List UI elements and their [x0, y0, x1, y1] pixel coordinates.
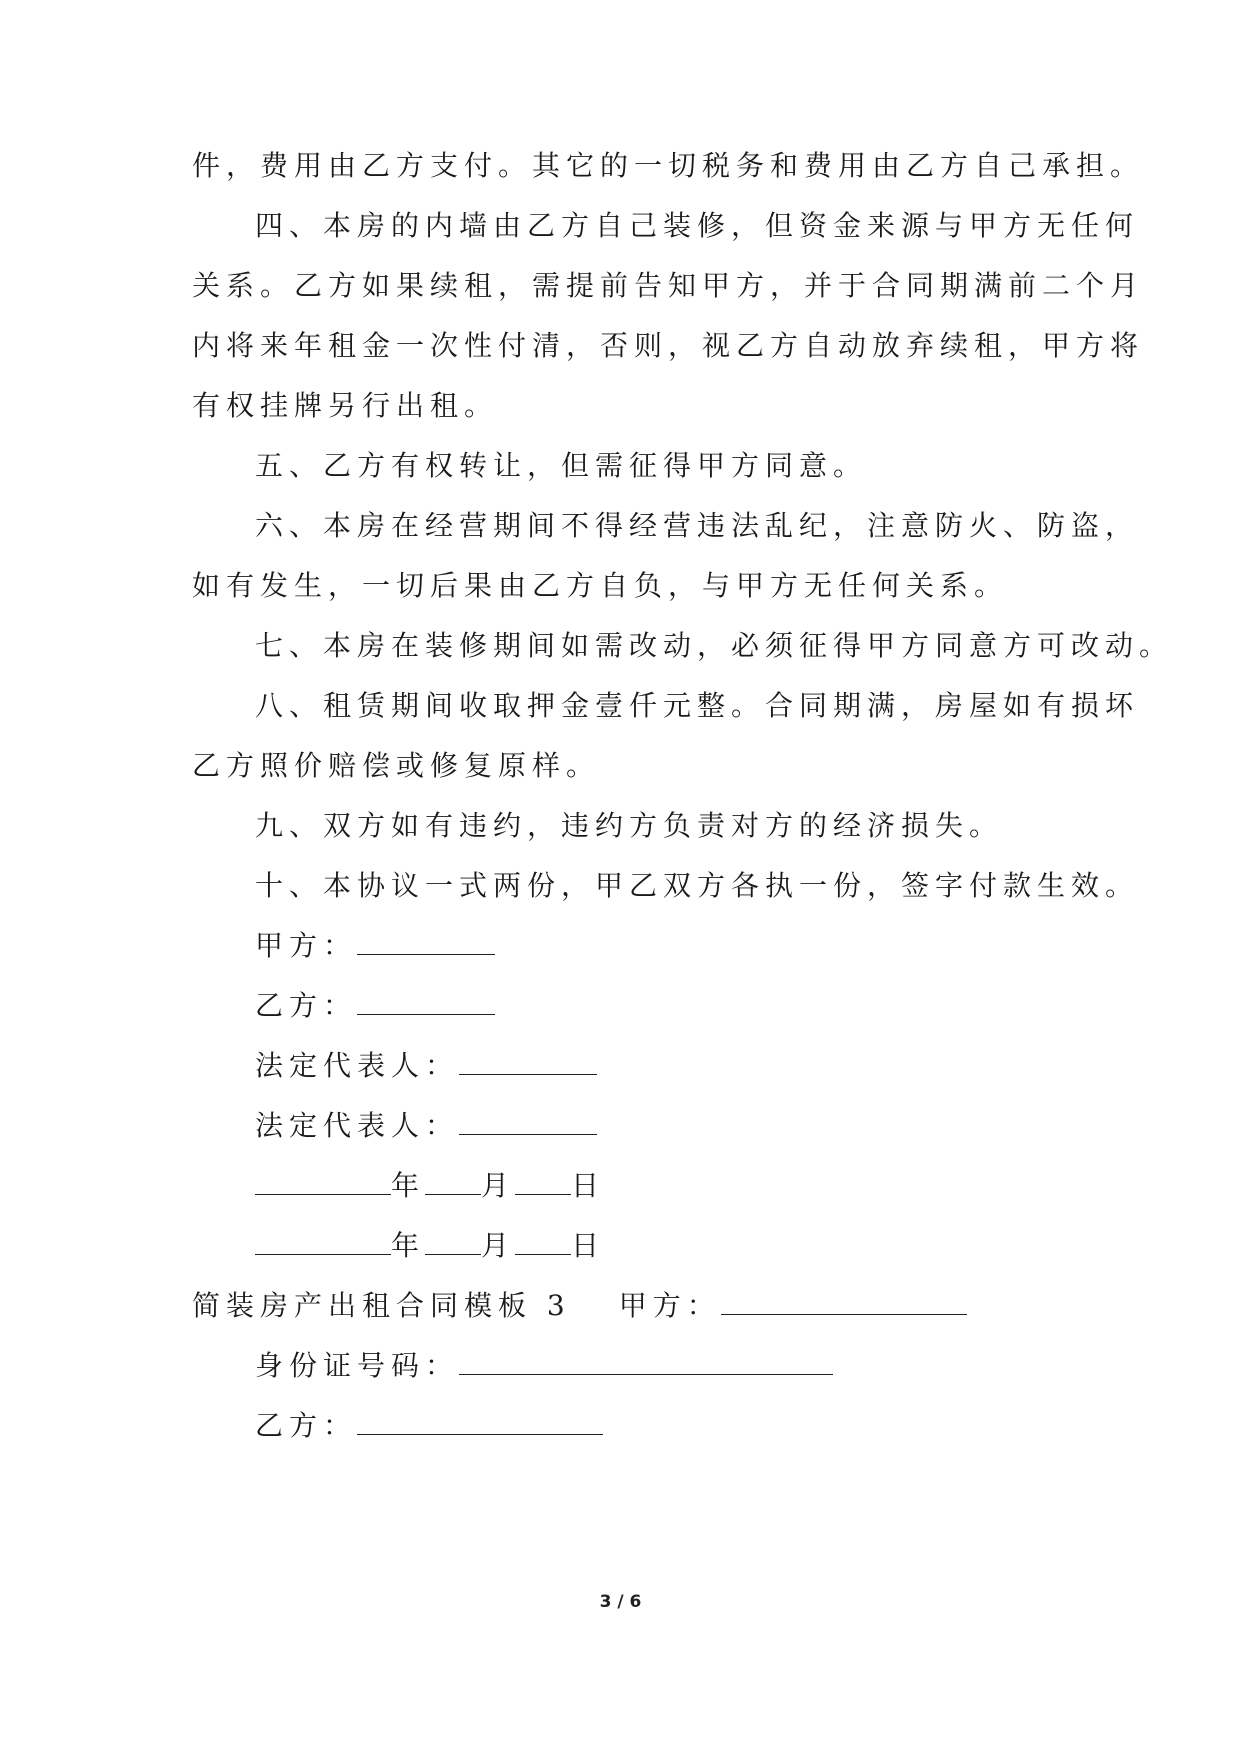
- clause-6-line: 六、本房在经营期间不得经营违法乱纪，注意防火、防盗，: [255, 509, 1140, 542]
- date-row-a: [255, 1166, 605, 1206]
- template-party-a-label: 甲方：: [618, 1289, 721, 1322]
- party-b-blank[interactable]: [357, 986, 495, 1015]
- paragraph-line: 乙方照价赔偿或修复原样。: [192, 749, 601, 782]
- clause-9-line: 九、双方如有违约，违约方负责对方的经济损失。: [255, 809, 1004, 842]
- id-number-blank[interactable]: [459, 1346, 833, 1375]
- id-number-row: [255, 1346, 833, 1386]
- legal-rep-b-label: 法定代表人：: [255, 1109, 460, 1142]
- clause-5-line: 五、乙方有权转让，但需征得甲方同意。: [255, 449, 868, 482]
- day-label: 日: [571, 1169, 606, 1202]
- legal-rep-a-blank[interactable]: [459, 1046, 597, 1075]
- paragraph-line: 内将来年租金一次性付清，否则，视乙方自动放弃续租，甲方将: [192, 329, 1145, 362]
- month-label: 月: [481, 1229, 516, 1262]
- template-party-b-blank[interactable]: [357, 1406, 603, 1435]
- day-label: 日: [571, 1229, 606, 1262]
- template-party-b-row: [255, 1406, 603, 1446]
- party-a-label: 甲方：: [255, 929, 358, 962]
- party-a-blank[interactable]: [357, 926, 495, 955]
- paragraph-line: 有权挂牌另行出租。: [192, 389, 499, 422]
- legal-rep-a-row: [255, 1046, 597, 1086]
- party-a-signature-row: [255, 926, 495, 966]
- month-blank[interactable]: [425, 1166, 481, 1195]
- year-blank[interactable]: [255, 1226, 391, 1255]
- template-party-a-blank[interactable]: [721, 1286, 967, 1315]
- clause-8-line: 八、租赁期间收取押金壹仟元整。合同期满，房屋如有损坏: [255, 689, 1140, 722]
- date-row-b: [255, 1226, 605, 1266]
- day-blank[interactable]: [515, 1166, 571, 1195]
- template-title: 简装房产出租合同模板 3: [192, 1289, 571, 1322]
- month-label: 月: [481, 1169, 516, 1202]
- legal-rep-a-label: 法定代表人：: [255, 1049, 460, 1082]
- id-number-label: 身份证号码：: [255, 1349, 460, 1382]
- day-blank[interactable]: [515, 1226, 571, 1255]
- page-number: 3 / 6: [599, 1592, 642, 1612]
- template-party-b-label: 乙方：: [255, 1409, 358, 1442]
- year-label: 年: [391, 1169, 426, 1202]
- template-3-heading-row: [192, 1286, 967, 1326]
- clause-4-line: 四、本房的内墙由乙方自己装修，但资金来源与甲方无任何: [255, 209, 1140, 242]
- clause-7-line: 七、本房在装修期间如需改动，必须征得甲方同意方可改动。: [255, 629, 1174, 662]
- paragraph-line: 如有发生，一切后果由乙方自负，与甲方无任何关系。: [192, 569, 1009, 602]
- month-blank[interactable]: [425, 1226, 481, 1255]
- year-label: 年: [391, 1229, 426, 1262]
- year-blank[interactable]: [255, 1166, 391, 1195]
- legal-rep-b-row: [255, 1106, 597, 1146]
- clause-10-line: 十、本协议一式两份，甲乙双方各执一份，签字付款生效。: [255, 869, 1140, 902]
- paragraph-line: 关系。乙方如果续租，需提前告知甲方，并于合同期满前二个月: [192, 269, 1145, 302]
- legal-rep-b-blank[interactable]: [459, 1106, 597, 1135]
- party-b-label: 乙方：: [255, 989, 358, 1022]
- party-b-signature-row: [255, 986, 495, 1026]
- paragraph-line: 件，费用由乙方支付。其它的一切税务和费用由乙方自己承担。: [192, 149, 1145, 182]
